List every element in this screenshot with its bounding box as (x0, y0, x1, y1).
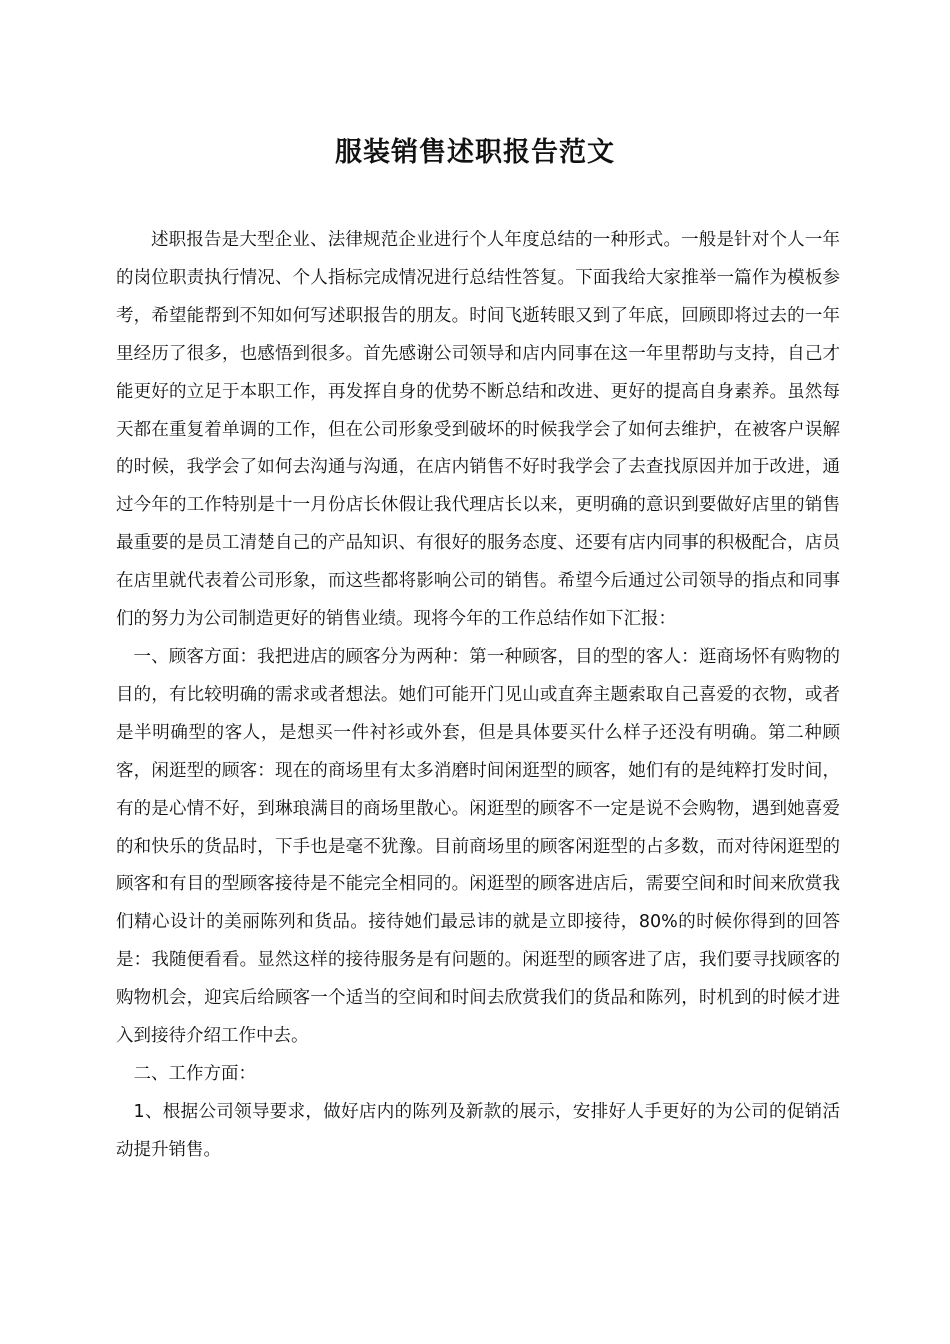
work-section-heading: 二、工作方面： (133, 1063, 256, 1084)
work-item-1-paragraph: 1、根据公司领导要求，做好店内的陈列及新款的展示，安排好人手更好的为公司的促销活动提升销售。 (116, 1101, 840, 1160)
intro-paragraph: 述职报告是大型企业、法律规范企业进行个人年度总结的一种形式。一般是针对个人一年的岗位职责执行情况、个人指标完成情况进行总结性答复。下面我给大家推举一篇作为模板参考，希望能帮到不知如何写述职报告的朋友。时间飞逝转眼又到了年底，回顾即将过去的一年里经历了很多，也感悟到很多。首先感谢公司领导和店内同事在这一年里帮助与支持，自己才能更好的立足于本职工作，再发挥自身的优势不断总结和改进、更好的提高自身素养。虽然每天都在重复着单调的工作，但在公司形象受到破坏的时候我学会了如何去维护，在被客户误解的时候，我学会了如何去沟通与沟通，在店内销售不好时我学会了去查找原因并加于改进，通过今年的工作特别是十一月份店长休假让我代理店长以来，更明确的意识到要做好店里的销售最重要的是员工清楚自己的产品知识、有很好的服务态度、还要有店内同事的积极配合，店员在店里就代表着公司形象，而这些都将影响公司的销售。希望今后通过公司领导的指点和同事们的努力为公司制造更好的销售业绩。现将今年的工作总结作如下汇报： (116, 230, 840, 630)
customer-section-paragraph: 一、顾客方面：我把进店的顾客分为两种：第一种顾客，目的型的客人：逛商场怀有购物的目的，有比较明确的需求或者想法。她们可能开门见山或直奔主题索取自己喜爱的衣物，或者是半明确型的客人，是想买一件衬衫或外套，但是具体要买什么样子还没有明确。第二种顾客，闲逛型的顾客：现在的商场里有太多消磨时间闲逛型的顾客，她们有的是纯粹打发时间，有的是心情不好，到琳琅满目的商场里散心。闲逛型的顾客不一定是说不会购物，遇到她喜爱的和快乐的货品时，下手也是毫不犹豫。目前商场里的顾客闲逛型的占多数，而对待闲逛型的顾客和有目的型顾客接待是不能完全相同的。闲逛型的顾客进店后，需要空间和时间来欣赏我们精心设计的美丽陈列和货品。接待她们最忌讳的就是立即接待，80%的时候你得到的回答是：我随便看看。显然这样的接待服务是有问题的。闲逛型的顾客进了店，我们要寻找顾客的购物机会，迎宾后给顾客一个适当的空间和时间去欣赏我们的货品和陈列，时机到的时候才进入到接待介绍工作中去。 (116, 646, 840, 1047)
document-title: 服装销售述职报告范文 (335, 137, 615, 168)
document-body (116, 222, 840, 1170)
